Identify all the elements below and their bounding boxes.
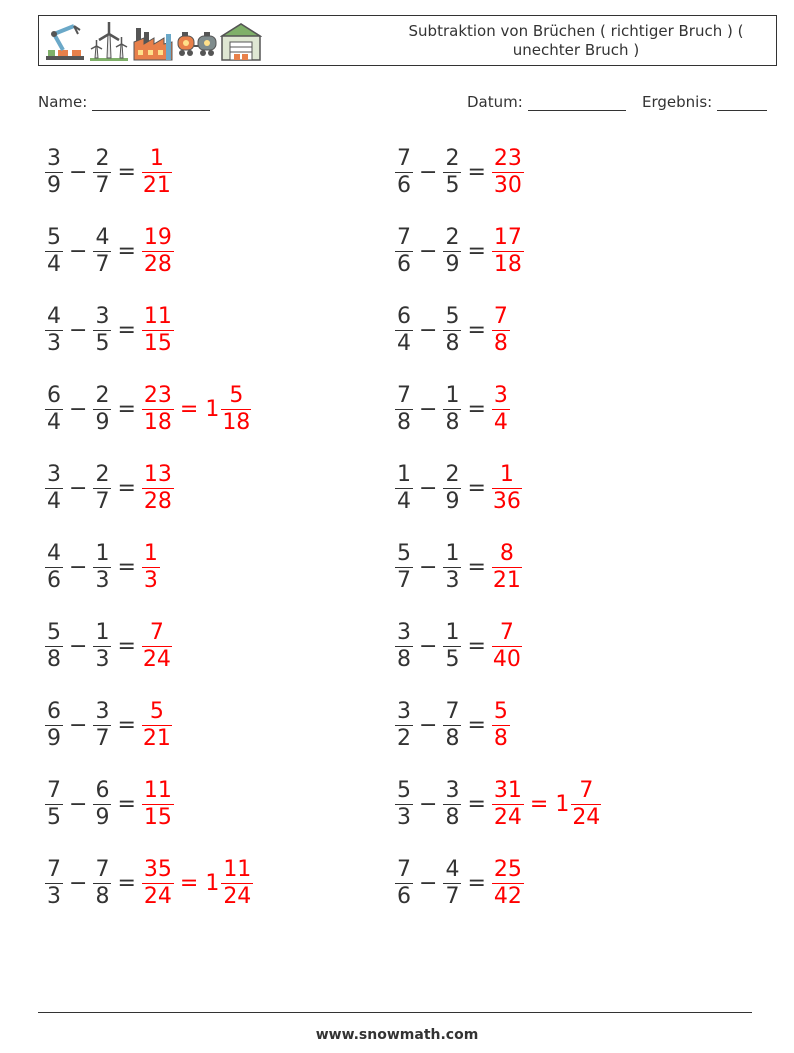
fraction xyxy=(394,304,414,357)
minus-sign: − xyxy=(419,712,438,738)
numerator: 4 xyxy=(47,540,61,566)
equals-sign: = xyxy=(467,554,486,580)
minus-sign: − xyxy=(419,238,438,264)
numerator: 5 xyxy=(445,303,460,329)
denominator: 4 xyxy=(493,409,508,435)
denominator: 8 xyxy=(397,646,411,672)
numerator: 11 xyxy=(223,856,252,882)
problem-item xyxy=(44,694,173,756)
denominator: 6 xyxy=(397,172,411,198)
denominator: 8 xyxy=(445,725,460,751)
numerator: 1 xyxy=(397,461,411,487)
equals-sign: = xyxy=(117,870,136,896)
answer-fraction xyxy=(491,620,523,673)
numerator: 35 xyxy=(143,856,172,882)
answer-fraction xyxy=(491,857,525,910)
numerator: 5 xyxy=(493,698,508,724)
equals-sign: = xyxy=(179,396,199,422)
fraction xyxy=(44,304,64,357)
denominator: 18 xyxy=(222,409,251,435)
equals-sign: = xyxy=(529,791,549,817)
problem-item xyxy=(44,773,175,835)
denominator: 3 xyxy=(397,804,411,830)
fraction xyxy=(92,146,112,199)
numerator: 7 xyxy=(397,382,411,408)
numerator: 1 xyxy=(445,619,460,645)
minus-sign: − xyxy=(69,633,88,659)
equals-sign: = xyxy=(467,712,486,738)
problem-item xyxy=(44,852,254,914)
name-field xyxy=(38,93,210,111)
fraction xyxy=(394,383,414,436)
fraction xyxy=(44,778,64,831)
denominator: 5 xyxy=(445,646,460,672)
mixed-whole: 1 xyxy=(555,791,570,817)
numerator: 7 xyxy=(95,856,110,882)
equals-sign: = xyxy=(117,159,136,185)
minus-sign: − xyxy=(419,791,438,817)
numerator: 2 xyxy=(445,224,460,250)
footer-url: www.snowmath.com xyxy=(315,1027,479,1043)
denominator: 24 xyxy=(142,646,171,672)
answer-fraction xyxy=(491,146,525,199)
robot-arm-icon xyxy=(44,20,86,62)
numerator: 4 xyxy=(95,224,110,250)
denominator: 15 xyxy=(143,804,172,830)
fraction xyxy=(394,146,414,199)
denominator: 3 xyxy=(445,567,460,593)
denominator: 36 xyxy=(492,488,521,514)
fraction xyxy=(394,857,414,910)
equals-sign: = xyxy=(117,396,136,422)
problem-item xyxy=(44,536,161,598)
numerator: 23 xyxy=(143,382,172,408)
fraction xyxy=(92,462,112,515)
fraction xyxy=(92,383,112,436)
equals-sign: = xyxy=(117,554,136,580)
numerator: 5 xyxy=(397,540,411,566)
header-icons xyxy=(44,20,262,62)
fraction xyxy=(442,541,462,594)
fraction xyxy=(44,620,64,673)
worksheet-title: Subtraktion von Brüchen ( richtiger Bruch ) ( unechter Bruch ) xyxy=(408,22,744,59)
fraction xyxy=(442,620,462,673)
numerator: 3 xyxy=(397,619,411,645)
result-blank xyxy=(717,96,767,111)
date-blank xyxy=(528,96,626,111)
numerator: 8 xyxy=(492,541,522,568)
denominator: 6 xyxy=(47,567,61,593)
fraction xyxy=(442,778,462,831)
answer-fraction xyxy=(141,857,175,910)
problem-item xyxy=(44,457,175,519)
numerator: 6 xyxy=(95,777,110,803)
equals-sign: = xyxy=(117,712,136,738)
wind-turbine-icon xyxy=(88,20,130,62)
minus-sign: − xyxy=(69,712,88,738)
denominator: 8 xyxy=(445,330,460,356)
denominator: 21 xyxy=(492,567,521,593)
fraction xyxy=(92,620,112,673)
numerator: 5 xyxy=(47,619,61,645)
answer-fraction xyxy=(491,383,511,436)
numerator: 11 xyxy=(143,777,172,803)
minus-sign: − xyxy=(69,554,88,580)
fraction xyxy=(44,541,64,594)
minus-sign: − xyxy=(419,633,438,659)
factory-icon xyxy=(132,20,174,62)
denominator: 8 xyxy=(445,409,460,435)
numerator: 3 xyxy=(493,382,508,408)
equals-sign: = xyxy=(467,238,486,264)
minus-sign: − xyxy=(419,159,438,185)
equals-sign: = xyxy=(117,475,136,501)
denominator: 40 xyxy=(492,646,521,672)
denominator: 4 xyxy=(47,409,61,435)
answer-fraction xyxy=(491,778,525,831)
fraction xyxy=(92,541,112,594)
mixed-whole: 1 xyxy=(205,870,220,896)
numerator: 3 xyxy=(397,698,411,724)
fraction xyxy=(442,699,462,752)
denominator: 9 xyxy=(95,409,110,435)
answer-fraction xyxy=(141,541,161,594)
denominator: 3 xyxy=(47,883,61,909)
numerator: 25 xyxy=(493,856,522,882)
denominator: 8 xyxy=(493,330,508,356)
problem-item xyxy=(394,457,523,519)
denominator: 15 xyxy=(143,330,172,356)
numerator: 3 xyxy=(47,145,61,171)
name-blank xyxy=(92,96,210,111)
denominator: 5 xyxy=(95,330,110,356)
fraction xyxy=(394,462,414,515)
denominator: 4 xyxy=(397,488,411,514)
fraction xyxy=(442,146,462,199)
problem-item xyxy=(44,299,175,361)
answer-fraction xyxy=(141,383,175,436)
numerator: 5 xyxy=(47,224,61,250)
denominator: 7 xyxy=(445,883,460,909)
equals-sign: = xyxy=(467,791,486,817)
numerator: 3 xyxy=(95,698,110,724)
numerator: 1 xyxy=(143,540,158,566)
equals-sign: = xyxy=(467,475,486,501)
denominator: 3 xyxy=(47,330,61,356)
numerator: 6 xyxy=(47,382,61,408)
denominator: 8 xyxy=(47,646,61,672)
denominator: 8 xyxy=(95,883,110,909)
answer-fraction xyxy=(491,304,511,357)
numerator: 7 xyxy=(397,145,411,171)
fraction xyxy=(394,620,414,673)
numerator: 2 xyxy=(95,461,110,487)
answer-fraction xyxy=(141,620,173,673)
minus-sign: − xyxy=(69,159,88,185)
denominator: 5 xyxy=(445,172,460,198)
problem-item xyxy=(394,378,511,440)
minus-sign: − xyxy=(419,870,438,896)
fraction xyxy=(44,462,64,515)
numerator: 19 xyxy=(143,224,172,250)
fraction xyxy=(394,225,414,278)
problem-item xyxy=(394,615,523,677)
numerator: 6 xyxy=(47,698,61,724)
denominator: 3 xyxy=(143,567,158,593)
numerator: 2 xyxy=(445,461,460,487)
numerator: 31 xyxy=(493,777,522,803)
equals-sign: = xyxy=(467,396,486,422)
answer-fraction xyxy=(141,778,175,831)
result-label: Ergebnis: xyxy=(642,93,713,111)
fraction xyxy=(394,699,414,752)
numerator: 5 xyxy=(397,777,411,803)
denominator: 24 xyxy=(143,883,172,909)
minus-sign: − xyxy=(69,238,88,264)
fraction xyxy=(442,225,462,278)
equals-sign: = xyxy=(467,317,486,343)
fraction xyxy=(44,383,64,436)
fraction xyxy=(92,857,112,910)
numerator: 7 xyxy=(571,778,601,805)
numerator: 7 xyxy=(142,620,172,647)
equals-sign: = xyxy=(467,633,486,659)
minus-sign: − xyxy=(69,475,88,501)
denominator: 7 xyxy=(95,725,110,751)
numerator: 1 xyxy=(95,540,110,566)
answer-fraction xyxy=(141,146,173,199)
numerator: 7 xyxy=(445,698,460,724)
answer-fraction xyxy=(491,462,523,515)
fraction xyxy=(44,699,64,752)
mixed-fraction xyxy=(570,778,602,831)
fraction xyxy=(44,857,64,910)
minus-sign: − xyxy=(419,317,438,343)
numerator: 2 xyxy=(445,145,460,171)
denominator: 8 xyxy=(445,804,460,830)
minus-sign: − xyxy=(419,475,438,501)
denominator: 7 xyxy=(95,488,110,514)
denominator: 18 xyxy=(493,251,522,277)
numerator: 1 xyxy=(142,146,172,173)
answer-fraction xyxy=(141,699,173,752)
numerator: 13 xyxy=(143,461,172,487)
answer-fraction xyxy=(491,225,525,278)
numerator: 5 xyxy=(142,699,172,726)
denominator: 21 xyxy=(142,172,171,198)
date-label: Datum: xyxy=(467,93,523,111)
problem-item xyxy=(394,141,525,203)
fraction xyxy=(442,383,462,436)
problem-item xyxy=(44,141,173,203)
denominator: 7 xyxy=(95,251,110,277)
minus-sign: − xyxy=(69,396,88,422)
numerator: 7 xyxy=(493,303,508,329)
numerator: 1 xyxy=(445,382,460,408)
denominator: 6 xyxy=(397,883,411,909)
minus-sign: − xyxy=(69,317,88,343)
denominator: 30 xyxy=(493,172,522,198)
equals-sign: = xyxy=(467,159,486,185)
numerator: 1 xyxy=(95,619,110,645)
fraction xyxy=(92,225,112,278)
denominator: 5 xyxy=(47,804,61,830)
denominator: 9 xyxy=(95,804,110,830)
numerator: 3 xyxy=(95,303,110,329)
problem-item xyxy=(394,773,602,835)
equals-sign: = xyxy=(179,870,199,896)
denominator: 9 xyxy=(47,172,61,198)
fraction xyxy=(44,146,64,199)
numerator: 6 xyxy=(397,303,411,329)
numerator: 23 xyxy=(493,145,522,171)
denominator: 21 xyxy=(142,725,171,751)
numerator: 5 xyxy=(221,383,251,410)
denominator: 4 xyxy=(397,330,411,356)
fraction xyxy=(92,778,112,831)
denominator: 3 xyxy=(95,646,110,672)
problem-item xyxy=(44,615,173,677)
problem-item xyxy=(394,299,511,361)
problem-item xyxy=(394,852,525,914)
numerator: 11 xyxy=(143,303,172,329)
numerator: 7 xyxy=(47,856,61,882)
minus-sign: − xyxy=(69,791,88,817)
denominator: 4 xyxy=(47,488,61,514)
fraction xyxy=(442,304,462,357)
denominator: 24 xyxy=(493,804,522,830)
tanker-train-icon xyxy=(176,20,218,62)
denominator: 8 xyxy=(397,409,411,435)
problem-item xyxy=(44,220,175,282)
denominator: 24 xyxy=(572,804,601,830)
denominator: 7 xyxy=(95,172,110,198)
fraction xyxy=(394,541,414,594)
denominator: 18 xyxy=(143,409,172,435)
numerator: 7 xyxy=(47,777,61,803)
equals-sign: = xyxy=(117,633,136,659)
denominator: 9 xyxy=(445,251,460,277)
denominator: 7 xyxy=(397,567,411,593)
footer-divider xyxy=(38,1012,752,1013)
denominator: 42 xyxy=(493,883,522,909)
fraction xyxy=(442,857,462,910)
numerator: 2 xyxy=(95,145,110,171)
denominator: 9 xyxy=(47,725,61,751)
equals-sign: = xyxy=(117,317,136,343)
numerator: 3 xyxy=(47,461,61,487)
name-label: Name: xyxy=(38,93,88,111)
numerator: 2 xyxy=(95,382,110,408)
numerator: 7 xyxy=(397,224,411,250)
denominator: 9 xyxy=(445,488,460,514)
fraction xyxy=(394,778,414,831)
warehouse-icon xyxy=(220,20,262,62)
denominator: 6 xyxy=(397,251,411,277)
date-field xyxy=(467,93,626,111)
numerator: 4 xyxy=(47,303,61,329)
fraction xyxy=(92,304,112,357)
fraction xyxy=(92,699,112,752)
answer-fraction xyxy=(491,699,511,752)
answer-fraction xyxy=(141,225,175,278)
numerator: 1 xyxy=(445,540,460,566)
mixed-whole: 1 xyxy=(205,396,220,422)
problem-item xyxy=(394,694,511,756)
denominator: 2 xyxy=(397,725,411,751)
problem-item xyxy=(394,536,523,598)
numerator: 7 xyxy=(397,856,411,882)
fraction xyxy=(44,225,64,278)
minus-sign: − xyxy=(69,870,88,896)
equals-sign: = xyxy=(467,870,486,896)
denominator: 28 xyxy=(143,251,172,277)
numerator: 4 xyxy=(445,856,460,882)
answer-fraction xyxy=(491,541,523,594)
equals-sign: = xyxy=(117,791,136,817)
problem-item xyxy=(44,378,252,440)
answer-fraction xyxy=(141,304,175,357)
denominator: 8 xyxy=(493,725,508,751)
numerator: 3 xyxy=(445,777,460,803)
denominator: 24 xyxy=(223,883,252,909)
fraction xyxy=(442,462,462,515)
equals-sign: = xyxy=(117,238,136,264)
worksheet-header xyxy=(38,15,777,66)
denominator: 4 xyxy=(47,251,61,277)
denominator: 28 xyxy=(143,488,172,514)
numerator: 17 xyxy=(493,224,522,250)
result-field xyxy=(642,93,767,111)
minus-sign: − xyxy=(419,554,438,580)
mixed-fraction xyxy=(220,857,254,910)
numerator: 1 xyxy=(492,462,522,489)
mixed-fraction xyxy=(220,383,252,436)
answer-fraction xyxy=(141,462,175,515)
numerator: 7 xyxy=(492,620,522,647)
problem-item xyxy=(394,220,525,282)
minus-sign: − xyxy=(419,396,438,422)
denominator: 3 xyxy=(95,567,110,593)
